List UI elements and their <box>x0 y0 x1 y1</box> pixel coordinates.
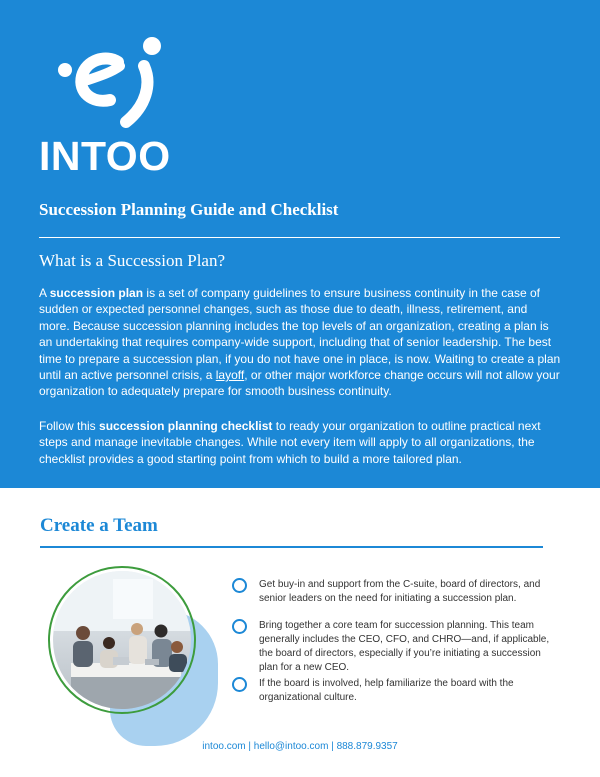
bold-term: succession planning checklist <box>99 419 273 433</box>
team-photo-graphic <box>40 566 220 746</box>
paragraph-text: , or other major workforce change occurs will not allow your organization to adequately prepare for smooth business continuity. <box>39 368 560 399</box>
layoff-link[interactable]: layoff <box>215 368 245 383</box>
paragraph-text: A <box>39 286 50 300</box>
checkbox-circle-icon[interactable] <box>232 619 247 634</box>
checkbox-circle-icon[interactable] <box>232 677 247 692</box>
brand-wordmark: INTOO <box>39 133 171 179</box>
checkbox-circle-icon[interactable] <box>232 578 247 593</box>
footer-contact: intoo.com | hello@intoo.com | 888.879.9357 <box>202 741 398 752</box>
section-divider <box>40 546 543 548</box>
paragraph-text: to ready your organization to outline practical next steps and manage inevitable changes. While not every item will apply to all organizations, the checklist provides a good starting point from which to build a more tailored plan. <box>39 419 541 466</box>
document-title: Succession Planning Guide and Checklist <box>39 200 339 219</box>
section-title: Create a Team <box>40 515 158 536</box>
section-heading: What is a Succession Plan? <box>39 251 226 270</box>
checklist-item-text: If the board is involved, help familiarize the board with the organizational culture. <box>259 678 514 703</box>
paragraph-text: is a set of company guidelines to ensure business continuity in the case of sudden or expected personnel changes, such as those due to death, illness, retirement, and more. Because succession planning includes the top levels of an organization, creating a plan is an undertaking that requires company-wide support, including that of senior leadership. The best time to prepare a succession plan, if you do not have one in place, is now. Waiting to create a plan until an active personnel crisis, a <box>39 286 561 383</box>
checklist-item-text: Get buy-in and support from the C-suite, board of directors, and senior leaders on the need for initiating a succession plan. <box>259 579 541 604</box>
checklist-item-text: Bring together a core team for succession planning. This team generally includes the CEO, CFO, and CHRO—and, if applicable, the board of directors, especially if you’re initiating a succession plan for a new CEO. <box>259 620 550 673</box>
bold-term: succession plan <box>49 286 144 300</box>
intro-paragraph <box>39 285 561 400</box>
paragraph-text: Follow this <box>39 419 100 433</box>
checklist-intro-paragraph <box>39 418 561 467</box>
divider <box>39 237 560 238</box>
team-meeting-photo <box>53 571 191 709</box>
